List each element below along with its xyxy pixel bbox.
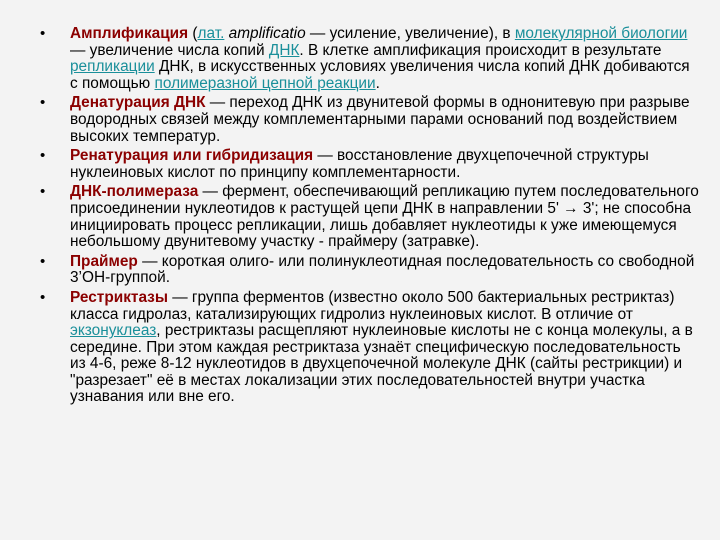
- list-item: [40, 95, 700, 145]
- bullet-icon: •: [40, 183, 46, 201]
- term-link[interactable]: экзонуклеаз: [70, 322, 157, 340]
- term-heading: Ренатурация или гибридизация: [70, 147, 314, 165]
- definition-text: — фермент, обеспечивающий репликацию путем последовательного присоединении нуклеотидов к растущей цепи ДНК в направлении 5' → 3'; не способна инициировать процесс репликации, лишь добавляет нуклеотиды к уже имеющемуся небольшому двунитевому участку - праймеру (затравке).: [70, 183, 699, 251]
- term-link[interactable]: молекулярной биологии: [514, 25, 688, 42]
- definition-text: — переход ДНК из двунитевой формы в однонитевую при разрыве водородных связей между комплементарными парами оснований под воздействием высоких температур.: [70, 94, 690, 145]
- bullet-icon: •: [40, 252, 46, 270]
- list-item: [40, 290, 700, 406]
- term-heading: Рестриктазы: [70, 288, 168, 306]
- definition-text: ДНК, в искусственных условиях увеличения числа копий ДНК добиваются с помощью: [70, 58, 690, 92]
- list-item: [40, 184, 700, 250]
- term-link[interactable]: полимеразной цепной реакции: [154, 74, 376, 92]
- term-link[interactable]: репликации: [70, 58, 155, 76]
- list-item: [40, 26, 700, 92]
- definition-text: — группа ферментов (известно около 500 бактериальных рестриктаз) класса гидролаз, катализирующих гидролиз нуклеиновых кислот. В отличие от: [70, 288, 675, 323]
- bullet-icon: •: [40, 25, 46, 42]
- definition-text: — усиление, увеличение), в: [305, 25, 515, 42]
- definition-text: — восстановление двухцепочечной структуры нуклеиновых кислот по принципу комплементарности.: [70, 147, 649, 181]
- definition-text: (: [188, 25, 198, 42]
- definition-text: — увеличение числа копий: [70, 41, 269, 59]
- list-item: [40, 254, 700, 287]
- term-heading: Праймер: [70, 252, 138, 270]
- definition-text: . В клетке амплификация происходит в результате: [299, 41, 662, 59]
- term-link[interactable]: лат.: [197, 25, 225, 42]
- term-heading: Амплификация: [70, 25, 189, 42]
- definition-text: , рестриктазы расщепляют нуклеиновые кислоты не с конца молекулы, а в середине. При этом каждая рестриктаза узнаёт специфическую последовательность из 4-6, реже 8-12 нуклеотидов в двухцепочечной молекуле ДНК (сайты рестрикции) и "разрезает" её в местах локализации этих последовательностей внутри участка узнавания или вне его.: [70, 322, 693, 406]
- definition-list: [40, 26, 700, 409]
- bullet-icon: •: [40, 288, 46, 306]
- bullet-icon: •: [40, 94, 46, 112]
- term-heading: Денатурация ДНК: [70, 94, 206, 112]
- term-heading: ДНК-полимераза: [70, 183, 199, 201]
- term-link[interactable]: ДНК: [268, 41, 300, 59]
- definition-text: — короткая олиго- или полинуклеотидная последовательность со свободной 3’ОН-группой.: [70, 252, 695, 287]
- list-item: [40, 148, 700, 181]
- italic-text: amplificatio: [228, 25, 306, 42]
- definition-text: .: [375, 74, 380, 92]
- bullet-icon: •: [40, 147, 46, 165]
